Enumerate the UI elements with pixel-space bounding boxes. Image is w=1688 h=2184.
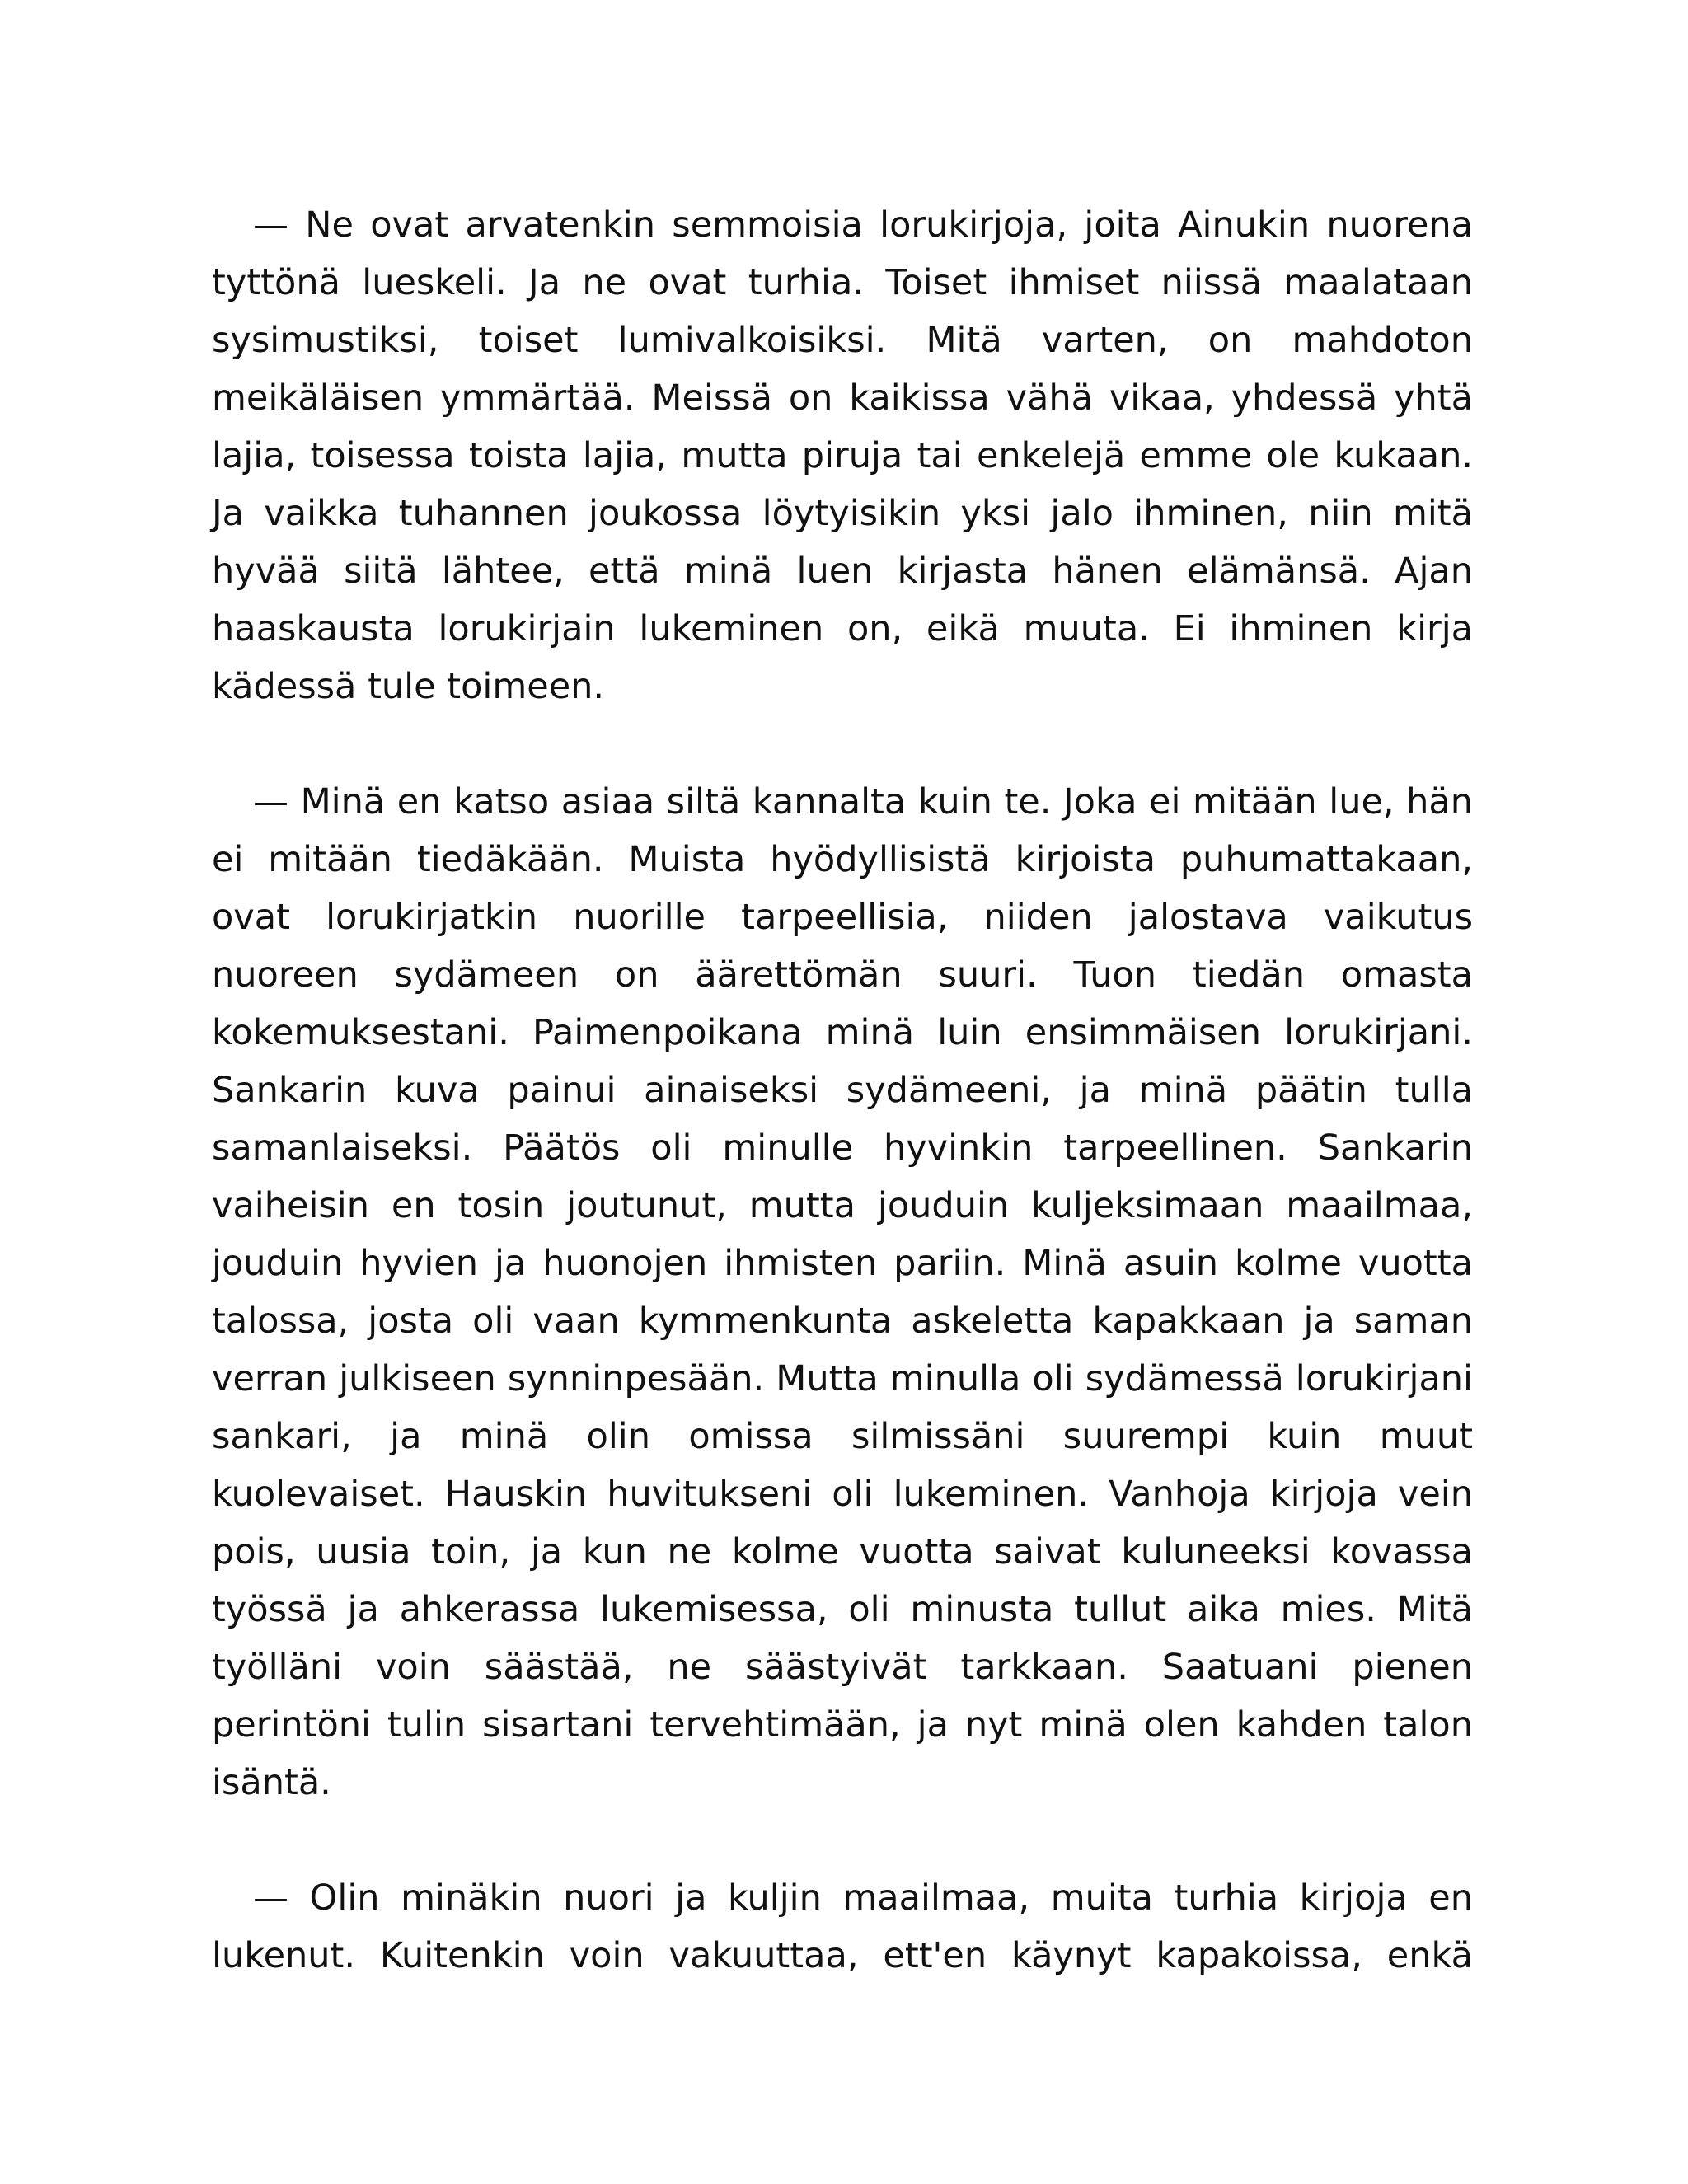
paragraph-1: — Ne ovat arvatenkin semmoisia lorukirjoja, joita Ainukin nuorena tyttönä lueskeli. Ja ne ovat turhia. Toiset ihmiset niissä maalataan sysimustiksi, toiset lumivalkoisiksi. Mitä varten, on mahdoton meikäläisen ymmärtää. Meissä on kaikissa vähä vikaa, yhdessä yhtä lajia, toisessa toista lajia, mutta piruja tai enkelejä emme ole kukaan. Ja vaikka tuhannen joukossa löytyisikin yksi jalo ihminen, niin mitä hyvää siitä lähtee, että minä luen kirjasta hänen elämänsä. Ajan haaskausta lorukirjain lukeminen on, eikä muuta. Ei ihminen kirja kädessä tule toimeen. [212,204,1473,707]
body-text [212,196,1473,1985]
paragraph-3: — Olin minäkin nuori ja kuljin maailmaa, muita turhia kirjoja en lukenut. Kuitenkin voin vakuuttaa, ett'en käynyt kapakoissa, enkä [212,1877,1473,1976]
paragraph-2: — Minä en katso asiaa siltä kannalta kuin te. Joka ei mitään lue, hän ei mitään tiedäkään. Muista hyödyllisistä kirjoista puhumattakaan, ovat lorukirjatkin nuorille tarpeellisia, niiden jalostava vaikutus nuoreen sydämeen on äärettömän suuri. Tuon tiedän omasta kokemuksestani. Paimenpoikana minä luin ensimmäisen lorukirjani. Sankarin kuva painui ainaiseksi sydämeeni, ja minä päätin tulla samanlaiseksi. Päätös oli minulle hyvinkin tarpeellinen. Sankarin vaiheisin en tosin joutunut, mutta jouduin kuljeksimaan maailmaa, jouduin hyvien ja huonojen ihmisten pariin. Minä asuin kolme vuotta talossa, josta oli vaan kymmenkunta askeletta kapakkaan ja saman verran julkiseen synninpesään. Mutta minulla oli sydämessä lorukirjani sankari, ja minä olin omissa silmissäni suurempi kuin muut kuolevaiset. Hauskin huvitukseni oli lukeminen. Vanhoja kirjoja vein pois, uusia toin, ja kun ne kolme vuotta saivat kuluneeksi kovassa työssä ja ahkerassa lukemisessa, oli minusta tullut aika mies. Mitä työlläni voin säästää, ne säästyivät tarkkaan. Saatuani pienen perintöni tulin sisartani tervehtimään, ja nyt minä olen kahden talon isäntä. [212,781,1473,1803]
